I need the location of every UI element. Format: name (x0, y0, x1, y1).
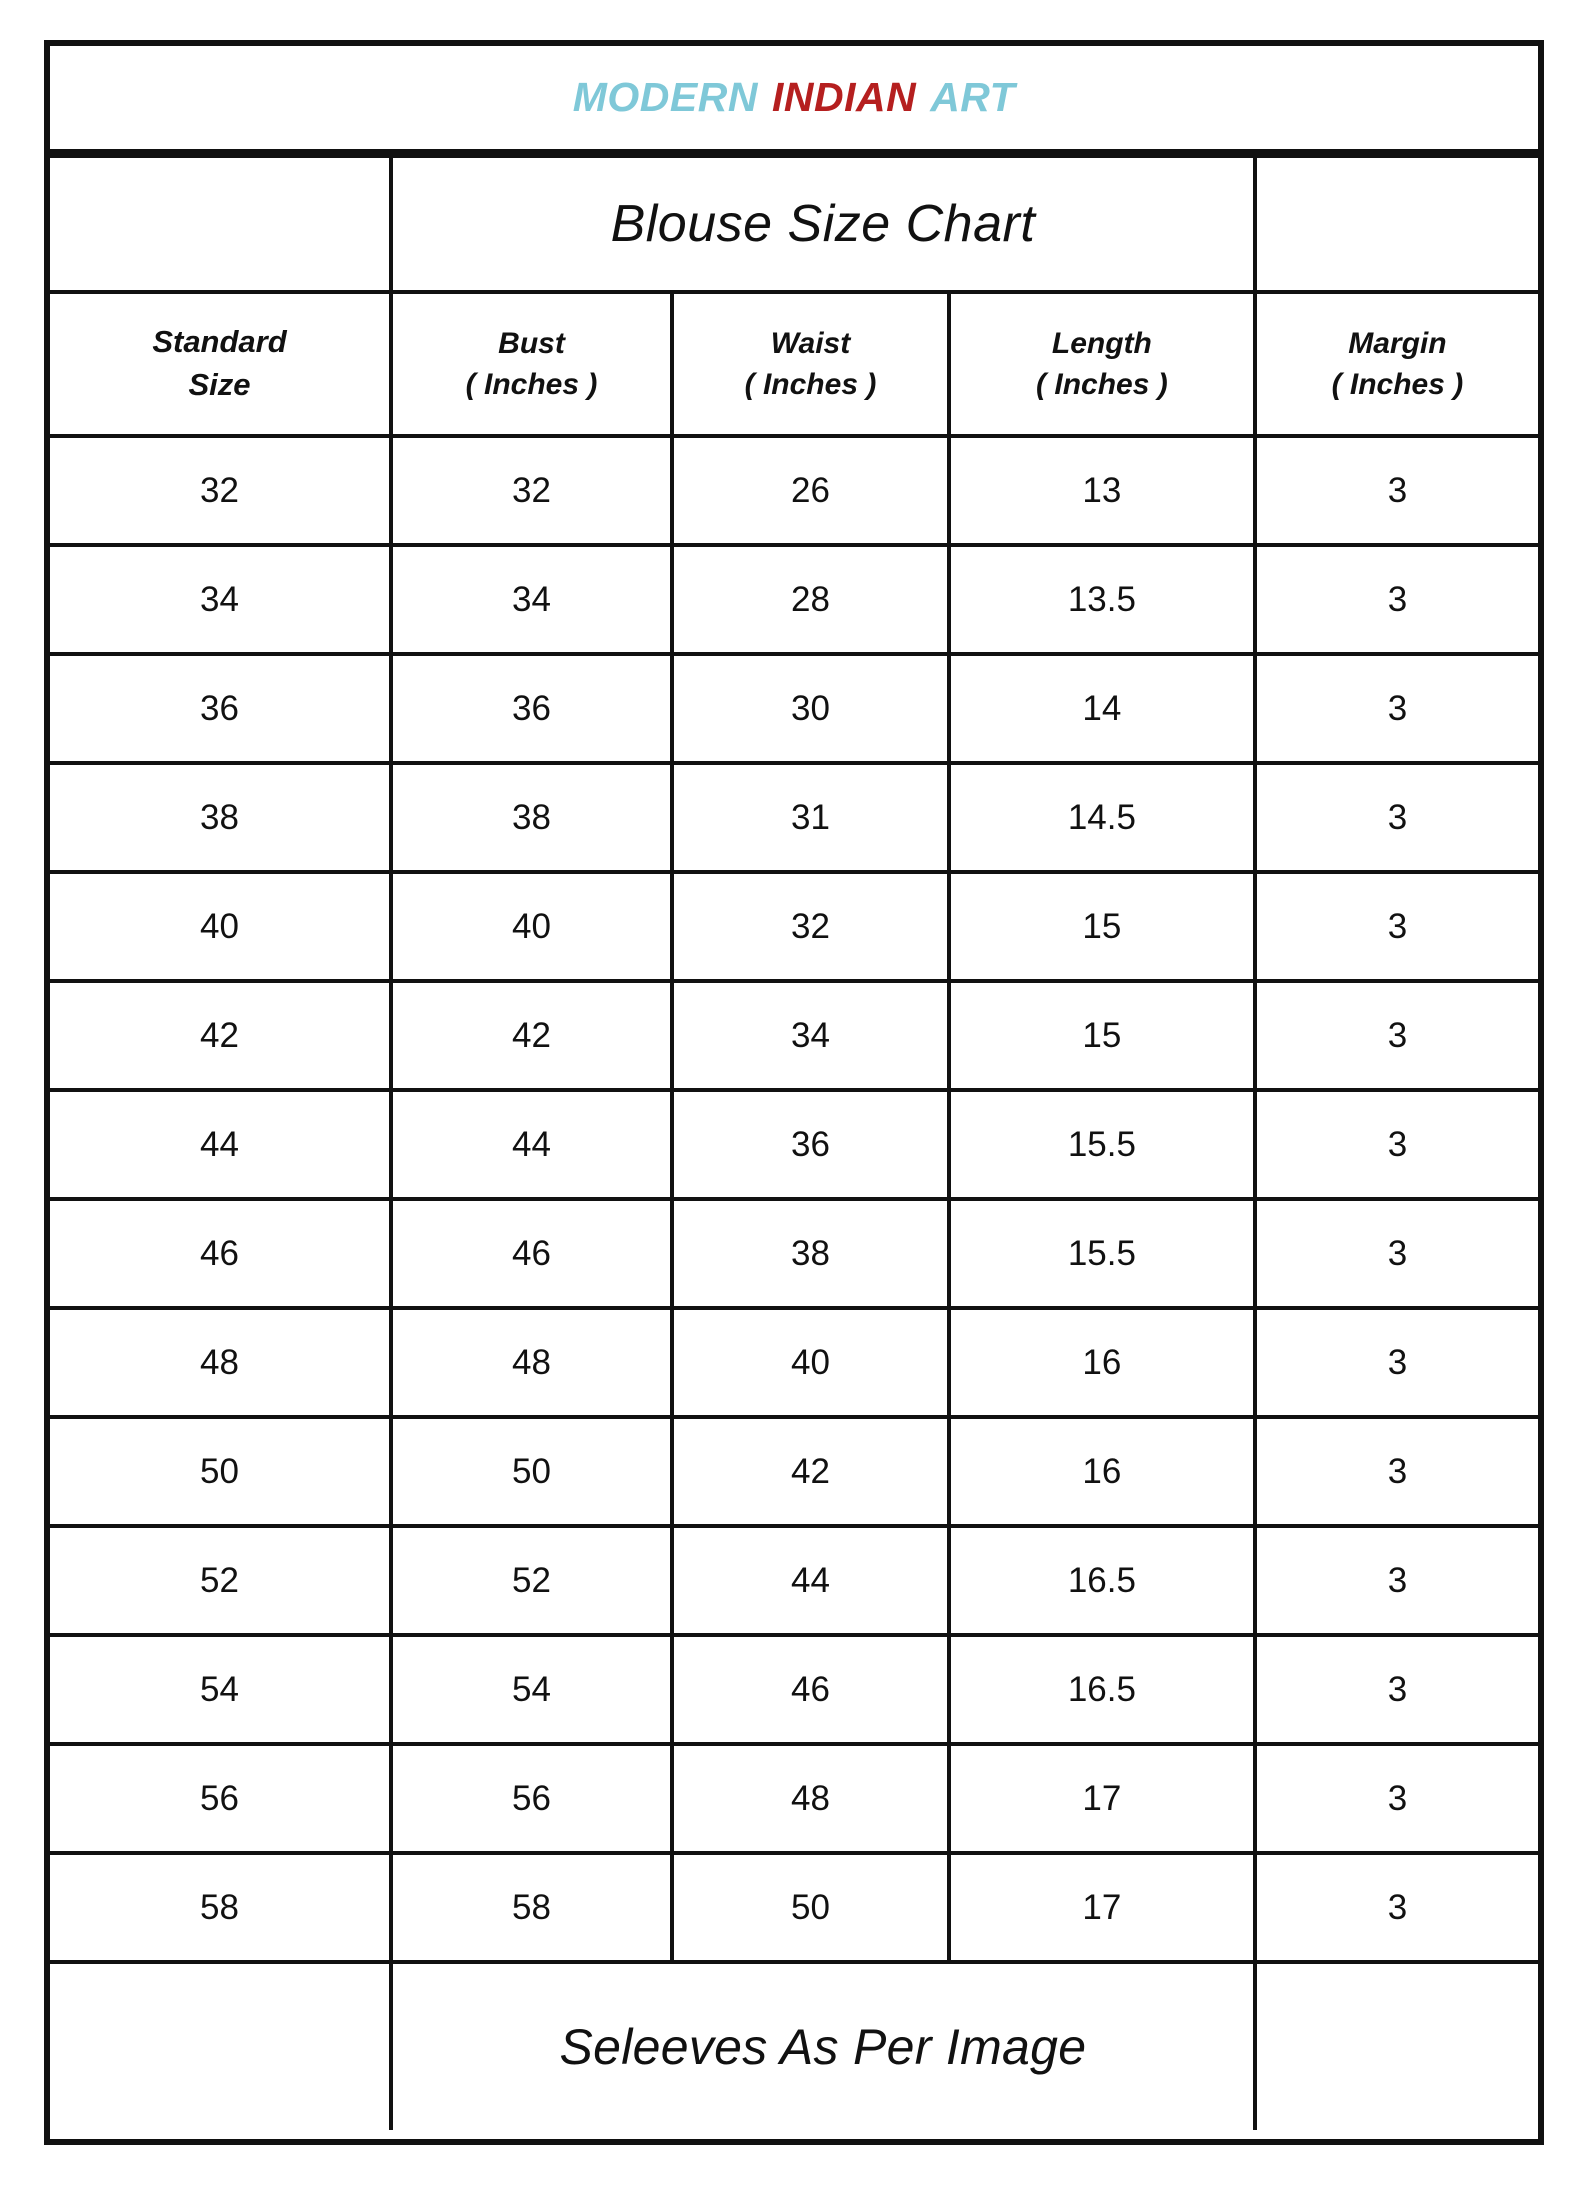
cell-waist: 32 (672, 872, 949, 981)
cell-margin: 3 (1255, 1526, 1538, 1635)
table-row (50, 1635, 1538, 1744)
cell-margin: 3 (1255, 654, 1538, 763)
cell-length: 16.5 (949, 1635, 1255, 1744)
cell-margin: 3 (1255, 1308, 1538, 1417)
header-line-1: Length (1051, 326, 1152, 360)
cell-waist: 30 (672, 654, 949, 763)
table-row (50, 1199, 1538, 1308)
table-row (50, 1853, 1538, 1962)
table-row (50, 1526, 1538, 1635)
cell-size: 54 (50, 1635, 391, 1744)
cell-length: 17 (949, 1853, 1255, 1962)
brand-word-indian: INDIAN (771, 74, 917, 120)
title-row-right-spacer (1255, 156, 1538, 292)
cell-bust: 56 (391, 1744, 672, 1853)
cell-bust: 58 (391, 1853, 672, 1962)
cell-waist: 48 (672, 1744, 949, 1853)
cell-size: 38 (50, 763, 391, 872)
cell-length: 16.5 (949, 1526, 1255, 1635)
size-chart-table (50, 154, 1538, 2130)
cell-margin: 3 (1255, 872, 1538, 981)
table-row (50, 545, 1538, 654)
cell-margin: 3 (1255, 1417, 1538, 1526)
cell-margin: 3 (1255, 1853, 1538, 1962)
cell-margin: 3 (1255, 1635, 1538, 1744)
column-header-bust (391, 292, 672, 436)
table-footer-row (50, 1962, 1538, 2130)
cell-waist: 31 (672, 763, 949, 872)
header-line-2: Size (188, 367, 251, 402)
cell-waist: 42 (672, 1417, 949, 1526)
cell-length: 16 (949, 1417, 1255, 1526)
cell-length: 17 (949, 1744, 1255, 1853)
cell-waist: 50 (672, 1853, 949, 1962)
header-line-1: Standard (152, 324, 287, 360)
table-row (50, 1744, 1538, 1853)
cell-waist: 38 (672, 1199, 949, 1308)
cell-margin: 3 (1255, 763, 1538, 872)
cell-bust: 34 (391, 545, 672, 654)
header-line-2: ( Inches ) (465, 368, 598, 401)
cell-length: 14 (949, 654, 1255, 763)
brand-word-art: ART (930, 74, 1016, 120)
header-line-2: ( Inches ) (744, 368, 877, 401)
brand-banner (50, 46, 1538, 154)
column-header-standard-size (50, 292, 391, 436)
cell-bust: 44 (391, 1090, 672, 1199)
cell-bust: 40 (391, 872, 672, 981)
cell-length: 15.5 (949, 1090, 1255, 1199)
cell-size: 34 (50, 545, 391, 654)
footer-left-spacer (50, 1962, 391, 2130)
header-line-1: Waist (770, 326, 851, 360)
footer-note: Seleeves As Per Image (391, 1962, 1255, 2130)
cell-bust: 36 (391, 654, 672, 763)
cell-size: 40 (50, 872, 391, 981)
table-row (50, 872, 1538, 981)
cell-bust: 48 (391, 1308, 672, 1417)
cell-bust: 54 (391, 1635, 672, 1744)
cell-length: 15.5 (949, 1199, 1255, 1308)
cell-size: 46 (50, 1199, 391, 1308)
cell-length: 16 (949, 1308, 1255, 1417)
cell-margin: 3 (1255, 545, 1538, 654)
cell-waist: 34 (672, 981, 949, 1090)
cell-waist: 28 (672, 545, 949, 654)
cell-waist: 44 (672, 1526, 949, 1635)
column-header-waist (672, 292, 949, 436)
cell-size: 50 (50, 1417, 391, 1526)
column-header-length (949, 292, 1255, 436)
cell-size: 36 (50, 654, 391, 763)
cell-bust: 32 (391, 436, 672, 545)
header-line-2: ( Inches ) (1036, 368, 1168, 401)
table-header-row (50, 292, 1538, 436)
table-row (50, 763, 1538, 872)
title-row-left-spacer (50, 156, 391, 292)
cell-waist: 46 (672, 1635, 949, 1744)
cell-length: 14.5 (949, 763, 1255, 872)
header-line-1: Margin (1348, 326, 1447, 360)
table-row (50, 654, 1538, 763)
cell-margin: 3 (1255, 1090, 1538, 1199)
brand-title (573, 74, 1015, 121)
column-header-margin (1255, 292, 1538, 436)
page-title: Blouse Size Chart (391, 156, 1255, 292)
cell-size: 32 (50, 436, 391, 545)
cell-margin: 3 (1255, 1744, 1538, 1853)
cell-waist: 40 (672, 1308, 949, 1417)
cell-size: 52 (50, 1526, 391, 1635)
cell-size: 44 (50, 1090, 391, 1199)
cell-bust: 50 (391, 1417, 672, 1526)
cell-size: 48 (50, 1308, 391, 1417)
cell-bust: 42 (391, 981, 672, 1090)
header-line-1: Bust (498, 326, 565, 360)
cell-margin: 3 (1255, 1199, 1538, 1308)
table-row (50, 981, 1538, 1090)
footer-right-spacer (1255, 1962, 1538, 2130)
cell-margin: 3 (1255, 436, 1538, 545)
cell-bust: 52 (391, 1526, 672, 1635)
cell-length: 15 (949, 981, 1255, 1090)
cell-size: 58 (50, 1853, 391, 1962)
brand-word-modern: MODERN (572, 74, 758, 120)
cell-margin: 3 (1255, 981, 1538, 1090)
cell-size: 56 (50, 1744, 391, 1853)
table-row (50, 1308, 1538, 1417)
table-row (50, 436, 1538, 545)
cell-bust: 46 (391, 1199, 672, 1308)
header-line-2: ( Inches ) (1331, 368, 1464, 401)
table-row (50, 1090, 1538, 1199)
cell-length: 13 (949, 436, 1255, 545)
cell-waist: 36 (672, 1090, 949, 1199)
cell-length: 15 (949, 872, 1255, 981)
cell-size: 42 (50, 981, 391, 1090)
chart-frame (44, 40, 1544, 2145)
cell-length: 13.5 (949, 545, 1255, 654)
table-row (50, 1417, 1538, 1526)
cell-waist: 26 (672, 436, 949, 545)
cell-bust: 38 (391, 763, 672, 872)
table-title-row (50, 156, 1538, 292)
